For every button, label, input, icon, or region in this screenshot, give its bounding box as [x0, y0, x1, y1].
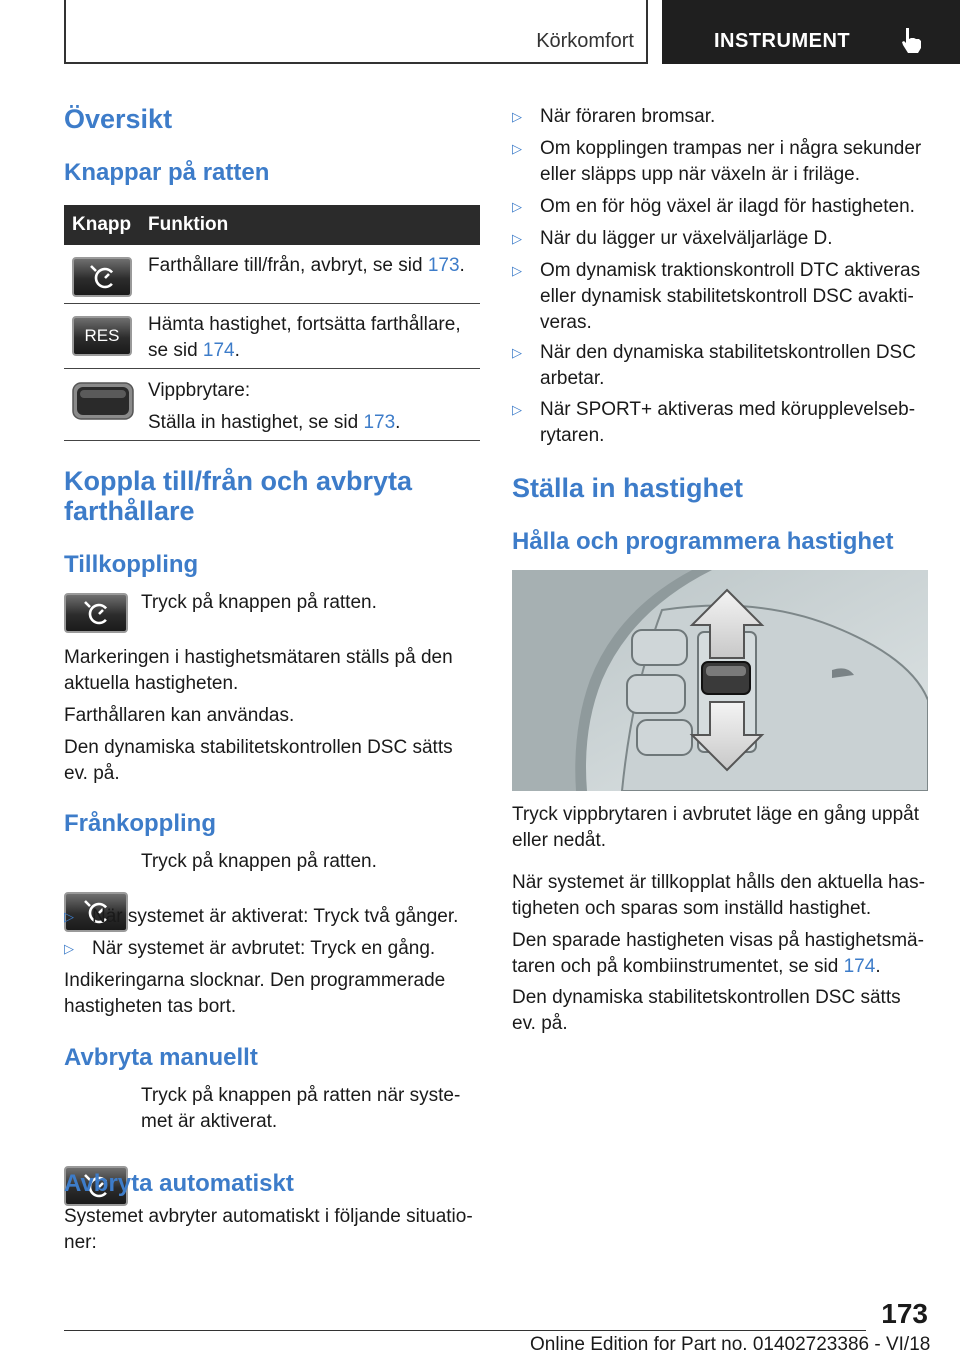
bullet-triangle-icon: ▷ — [512, 345, 522, 360]
footer-divider — [64, 1330, 866, 1331]
page-link[interactable]: 173 — [427, 255, 460, 276]
section-subtitle: Knappar på ratten — [64, 159, 270, 186]
bullet-triangle-icon: ▷ — [64, 941, 74, 956]
table-row: RES Hämta hastighet, fortsätta farthållare, se sid 174. — [64, 304, 480, 369]
instruction-text: Tryck på knappen på ratten. — [141, 851, 377, 872]
cruise-control-button-icon — [72, 257, 132, 297]
table-row: Farthållare till/från, avbryt, se sid 173. — [64, 245, 480, 304]
section-title: Ställa in hastighet — [512, 473, 744, 503]
paragraph: Indikeringarna slocknar. Den programmerade hastigheten tas bort. — [64, 970, 446, 1017]
page-link[interactable]: 174 — [843, 956, 876, 977]
table-header-function: Funktion — [148, 214, 229, 235]
page-link[interactable]: 174 — [202, 340, 235, 361]
paragraph: Markeringen i hastighetsmätaren ställs på den aktuella hastigheten. — [64, 647, 453, 694]
instruction-text: Tryck på knappen på ratten när syste‐ met är aktiverat. — [141, 1085, 461, 1132]
section-subtitle: Hålla och programmera hastighet — [512, 528, 894, 555]
steering-wheel-illustration — [512, 570, 928, 791]
frankoppling-title: Frånkoppling — [64, 810, 216, 837]
cruise-control-button-icon — [64, 593, 128, 633]
header-chapter-tab — [662, 0, 960, 64]
bullet-triangle-icon: ▷ — [512, 402, 522, 417]
pointing-hand-icon — [898, 26, 924, 54]
buttons-table — [64, 205, 480, 441]
table-header — [64, 205, 480, 245]
paragraph: Systemet avbryter automatiskt i följande situatio‐ ner: — [64, 1206, 473, 1253]
header-section-tab — [64, 0, 648, 64]
rocker-switch-icon — [72, 381, 134, 421]
footer-edition: Online Edition for Part no. 01402723386 - VI/18 — [530, 1334, 931, 1355]
header-chapter-label: INSTRUMENT — [714, 30, 851, 52]
avbryta-automatiskt-title: Avbryta automatiskt — [64, 1170, 294, 1197]
row-function-text: Vippbrytare: — [148, 380, 251, 401]
paragraph: Den sparade hastigheten visas på hastighetsmä‐ taren och på kombiinstrumentet, se sid 174. — [512, 930, 924, 977]
paragraph: Den dynamiska stabilitetskontrollen DSC sätts ev. på. — [512, 987, 901, 1034]
bullet-triangle-icon: ▷ — [512, 263, 522, 278]
tillkoppling-title: Tillkoppling — [64, 551, 199, 578]
paragraph: Farthållaren kan användas. — [64, 705, 295, 726]
paragraph: Den dynamiska stabilitetskontrollen DSC sätts ev. på. — [64, 737, 453, 784]
page-title: Översikt — [64, 104, 173, 134]
bullet-triangle-icon: ▷ — [512, 199, 522, 214]
paragraph: När systemet är tillkopplat hålls den aktuella has‐ tigheten och sparas som inställd hastighet. — [512, 872, 925, 919]
instruction-text: Tryck på knappen på ratten. — [141, 592, 377, 613]
page-number: 173 — [881, 1298, 928, 1329]
row-function-text: Hämta hastighet, fortsätta farthållare, — [148, 314, 461, 335]
header-section-label: Körkomfort — [536, 30, 634, 52]
bullet-triangle-icon: ▷ — [512, 231, 522, 246]
bullet-triangle-icon: ▷ — [512, 141, 522, 156]
page-link[interactable]: 173 — [363, 412, 396, 433]
bullet-triangle-icon: ▷ — [64, 909, 74, 924]
table-header-button: Knapp — [72, 214, 132, 235]
bullet-triangle-icon: ▷ — [512, 109, 522, 124]
paragraph: Tryck vippbrytaren i avbrutet läge en gång uppåt eller nedåt. — [512, 804, 919, 851]
avbryta-manuellt-title: Avbryta manuellt — [64, 1044, 258, 1071]
row-function-text: Farthållare till/från, avbryt, se sid — [148, 255, 428, 276]
res-button-icon: RES — [72, 316, 132, 356]
table-row: Vippbrytare: Ställa in hastighet, se sid 173. — [64, 369, 480, 441]
section-title: Koppla till/från och avbryta farthållare — [64, 466, 413, 526]
